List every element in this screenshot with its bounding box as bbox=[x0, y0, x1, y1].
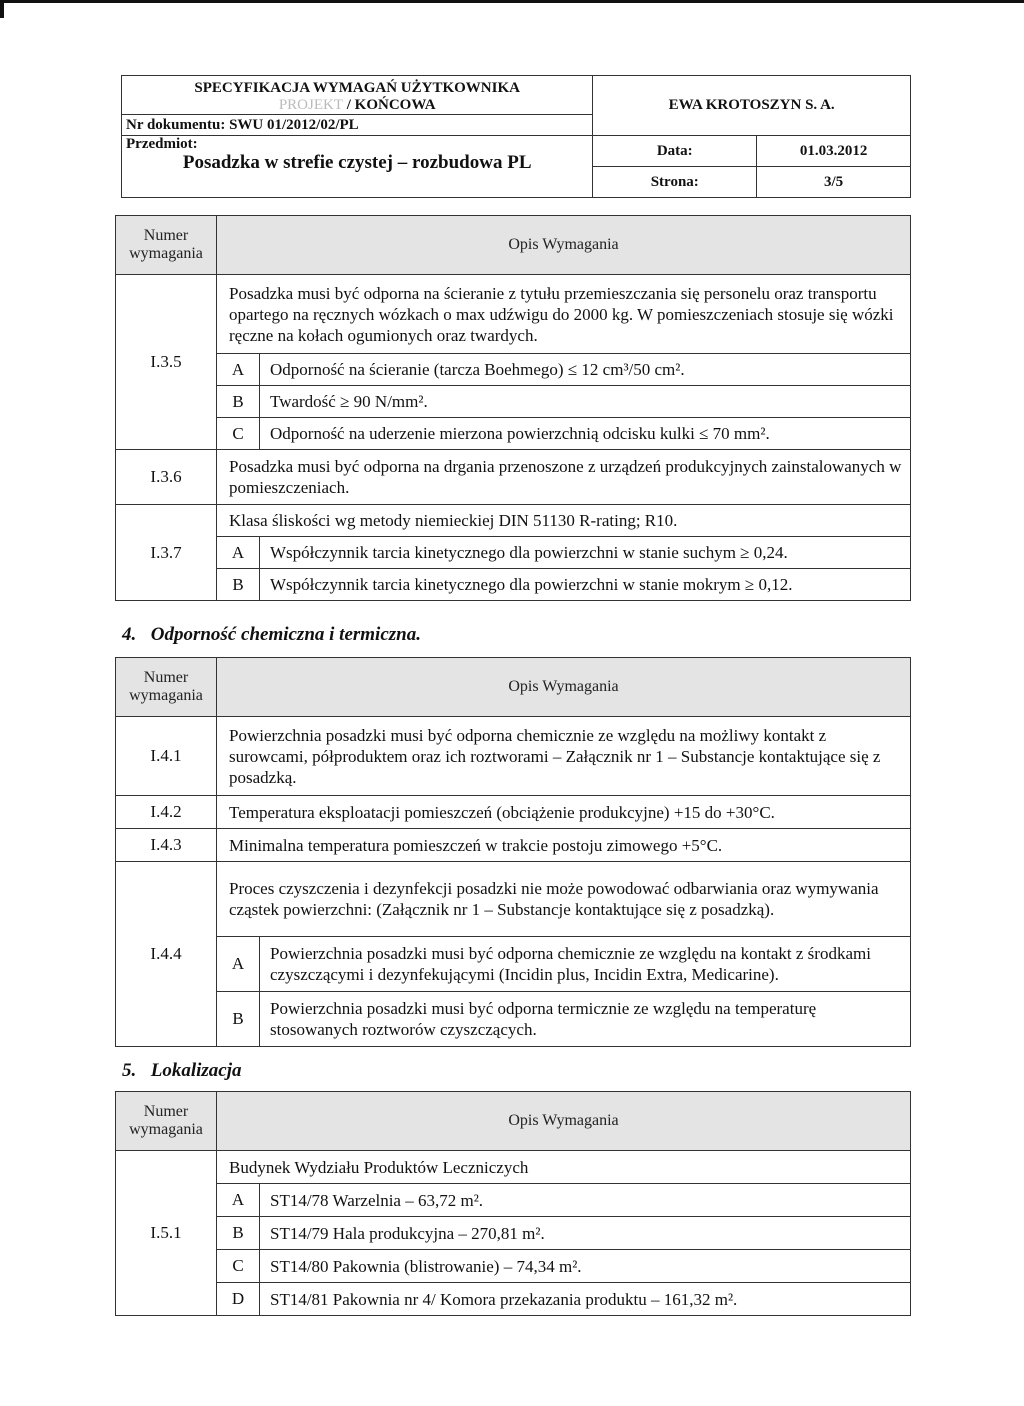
table-subrow bbox=[116, 992, 911, 1047]
requirement-text: Temperatura eksploatacji pomieszczeń (obciążenie produkcyjne) +15 do +30°C. bbox=[217, 796, 911, 829]
spec-title-line1: SPECYFIKACJA WYMAGAŃ UŻYTKOWNIKA bbox=[194, 80, 520, 96]
requirement-text: Budynek Wydziału Produktów Leczniczych bbox=[217, 1151, 911, 1184]
spec-title-draft-faint: PROJEKT bbox=[278, 97, 344, 113]
table-subrow bbox=[116, 386, 911, 418]
subitem-letter: A bbox=[217, 937, 260, 992]
requirement-number: I.4.3 bbox=[116, 829, 217, 862]
column-header-description: Opis Wymagania bbox=[217, 658, 911, 717]
column-header-number: Numer wymagania bbox=[116, 216, 217, 275]
subitem-letter: C bbox=[217, 1250, 260, 1283]
table-subrow bbox=[116, 569, 911, 601]
company-name: EWA KROTOSZYN S. A. bbox=[593, 76, 911, 136]
subitem-text: Odporność na ścieranie (tarcza Boehmego) ≤ 12 cm³/50 cm². bbox=[260, 354, 911, 386]
requirements-table-4 bbox=[115, 657, 911, 1047]
column-header-description: Opis Wymagania bbox=[217, 1092, 911, 1151]
requirement-number: I.3.7 bbox=[116, 505, 217, 601]
requirement-text: Posadzka musi być odporna na drgania przenoszone z urządzeń produkcyjnych zainstalowanych w pomieszczeniach. bbox=[217, 450, 911, 505]
requirements-table-3 bbox=[115, 215, 911, 601]
top-left-scan-mark bbox=[0, 0, 4, 18]
table-row bbox=[116, 275, 911, 354]
subitem-letter: D bbox=[217, 1283, 260, 1316]
spec-title bbox=[122, 76, 593, 115]
requirement-text: Klasa śliskości wg metody niemieckiej DIN 51130 R-rating; R10. bbox=[217, 505, 911, 537]
table-subrow bbox=[116, 1250, 911, 1283]
table-row bbox=[116, 505, 911, 537]
page-value: 3/5 bbox=[757, 167, 911, 198]
document-header bbox=[121, 75, 911, 198]
subitem-letter: A bbox=[217, 354, 260, 386]
requirement-number: I.3.6 bbox=[116, 450, 217, 505]
subject-text: Posadzka w strefie czystej – rozbudowa PL bbox=[182, 152, 532, 173]
subject-label: Przedmiot: bbox=[126, 136, 198, 152]
section-heading: Lokalizacja bbox=[150, 1060, 242, 1081]
document-number: Nr dokumentu: SWU 01/2012/02/PL bbox=[122, 115, 593, 136]
table-row bbox=[116, 717, 911, 796]
subitem-letter: B bbox=[217, 1217, 260, 1250]
subitem-text: Twardość ≥ 90 N/mm². bbox=[260, 386, 911, 418]
column-header-description: Opis Wymagania bbox=[217, 216, 911, 275]
table-row bbox=[116, 829, 911, 862]
spec-title-line2 bbox=[122, 97, 592, 114]
table-row bbox=[116, 450, 911, 505]
requirements-table-5 bbox=[115, 1091, 911, 1316]
subitem-letter: B bbox=[217, 992, 260, 1047]
date-value: 01.03.2012 bbox=[757, 136, 911, 167]
subitem-text: Współczynnik tarcia kinetycznego dla powierzchni w stanie suchym ≥ 0,24. bbox=[260, 537, 911, 569]
page-label: Strona: bbox=[593, 167, 757, 198]
table-subrow bbox=[116, 354, 911, 386]
requirement-text: Proces czyszczenia i dezynfekcji posadzki nie może powodować odbarwiania oraz wymywania cząstek powierzchni: (Załącznik nr 1 – Substancje kontaktujące się z posadzką). bbox=[217, 862, 911, 937]
top-scan-edge bbox=[0, 0, 1024, 3]
requirement-number: I.5.1 bbox=[116, 1151, 217, 1316]
subitem-text: Powierzchnia posadzki musi być odporna termicznie ze względu na temperaturę stosowanych roztworów czyszczących. bbox=[260, 992, 911, 1047]
table-row bbox=[116, 1151, 911, 1184]
subitem-letter: B bbox=[217, 386, 260, 418]
date-label: Data: bbox=[593, 136, 757, 167]
requirement-text: Powierzchnia posadzki musi być odporna chemicznie ze względu na możliwy kontakt z surowcami, półproduktem oraz ich roztworami – Załącznik nr 1 – Substancje kontaktujące się z posadzką. bbox=[217, 717, 911, 796]
requirement-number: I.3.5 bbox=[116, 275, 217, 450]
section-5-title bbox=[122, 1060, 242, 1082]
spec-title-final: / KOŃCOWA bbox=[343, 97, 436, 113]
subitem-text: ST14/79 Hala produkcyjna – 270,81 m². bbox=[260, 1217, 911, 1250]
table-subrow bbox=[116, 937, 911, 992]
column-header-number: Numer wymagania bbox=[116, 1092, 217, 1151]
subitem-text: Odporność na uderzenie mierzona powierzchnią odcisku kulki ≤ 70 mm². bbox=[260, 418, 911, 450]
subitem-letter: C bbox=[217, 418, 260, 450]
section-number: 4. bbox=[122, 624, 137, 645]
requirement-number: I.4.2 bbox=[116, 796, 217, 829]
table-subrow bbox=[116, 418, 911, 450]
requirement-number: I.4.4 bbox=[116, 862, 217, 1047]
requirement-number: I.4.1 bbox=[116, 717, 217, 796]
table-subrow bbox=[116, 1217, 911, 1250]
subitem-text: ST14/78 Warzelnia – 63,72 m². bbox=[260, 1184, 911, 1217]
section-4-title bbox=[122, 624, 421, 646]
subitem-letter: B bbox=[217, 569, 260, 601]
section-heading: Odporność chemiczna i termiczna. bbox=[150, 624, 421, 645]
table-subrow bbox=[116, 537, 911, 569]
section-number: 5. bbox=[122, 1060, 137, 1081]
requirement-text: Posadzka musi być odporna na ścieranie z tytułu przemieszczania się personelu oraz transportu opartego na ręcznych wózkach o max udźwigu do 2000 kg. W pomieszczeniach stosuje się wózki ręczne na kołach ogumionych oraz twardych. bbox=[217, 275, 911, 354]
column-header-number: Numer wymagania bbox=[116, 658, 217, 717]
table-row bbox=[116, 796, 911, 829]
subitem-text: ST14/81 Pakownia nr 4/ Komora przekazania produktu – 161,32 m². bbox=[260, 1283, 911, 1316]
subitem-letter: A bbox=[217, 537, 260, 569]
subject-cell bbox=[122, 136, 593, 198]
table-subrow bbox=[116, 1283, 911, 1316]
subitem-text: Powierzchnia posadzki musi być odporna chemicznie ze względu na kontakt z środkami czyszczącymi i dezynfekującymi (Incidin plus, Incidin Extra, Medicarine). bbox=[260, 937, 911, 992]
table-subrow bbox=[116, 1184, 911, 1217]
subitem-text: ST14/80 Pakownia (blistrowanie) – 74,34 m². bbox=[260, 1250, 911, 1283]
table-row bbox=[116, 862, 911, 937]
subitem-text: Współczynnik tarcia kinetycznego dla powierzchni w stanie mokrym ≥ 0,12. bbox=[260, 569, 911, 601]
requirement-text: Minimalna temperatura pomieszczeń w trakcie postoju zimowego +5°C. bbox=[217, 829, 911, 862]
subitem-letter: A bbox=[217, 1184, 260, 1217]
